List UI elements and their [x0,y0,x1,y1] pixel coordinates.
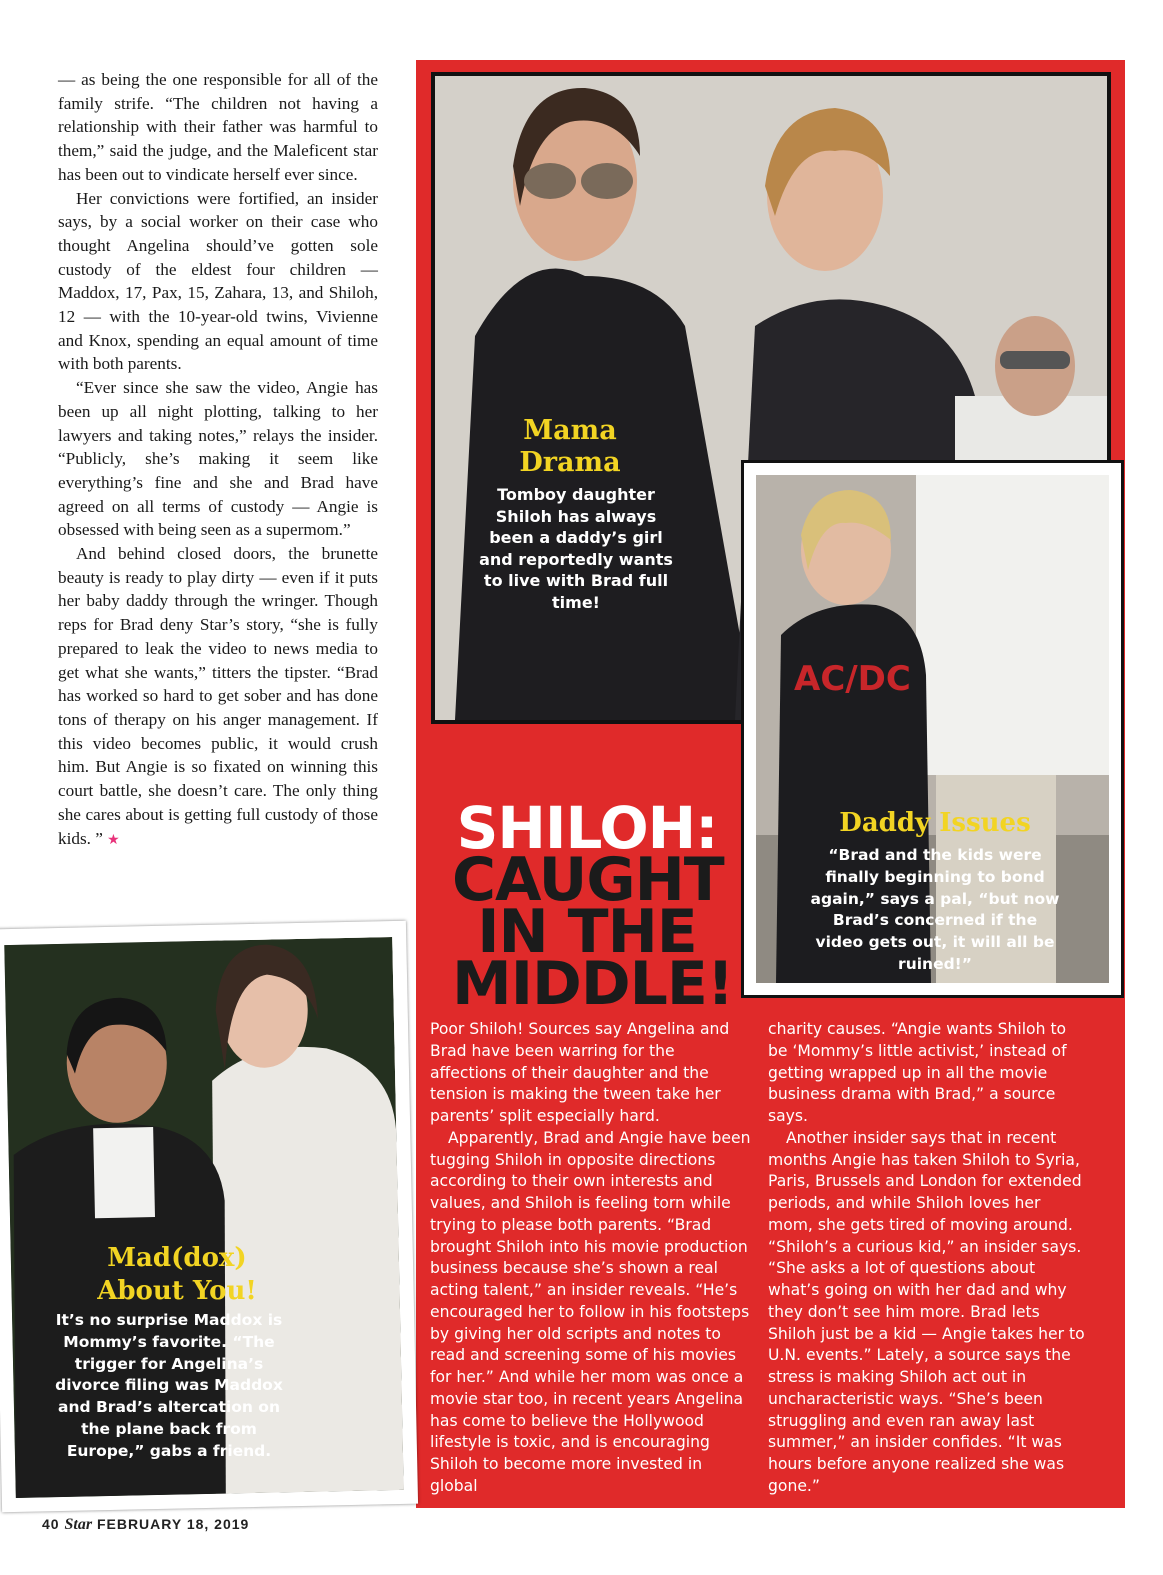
red-body-column-1 [430,1019,752,1498]
left-paragraph-4-text: And behind closed doors, the brunette beauty is ready to play dirty — even if it puts her baby daddy through the wringer. Though reps for Brad deny Star’s story, “she is fully prepared to leak the video to news media to get what she wants,” titters the tipster. “Brad has worked so hard to get sober and has done tons of therapy on his anger management. If this video becomes public, it would crush him. But Angie is so fixated on winning this court battle, she doesn’t care. The only thing she cares about is getting full custody of those kids. ” [58,544,378,848]
mama-drama-caption: Tomboy daughter Shiloh has always been a daddy’s girl and reportedly wants to live with Brad full time! [479,485,673,612]
magazine-name: Star [64,1516,93,1533]
issue-date: FEBRUARY 18, 2019 [96,1516,250,1532]
red-col1-paragraph-2: Apparently, Brad and Angie have been tugging Shiloh in opposite directions according to their own interests and values, and Shiloh is feeling torn while trying to please both parents. “Brad brought Shiloh into his movie production business because she’s shown a real acting talent,” an insider reveals. “He’s encouraged her to follow in his footsteps by giving her old scripts and notes to read and screening some of his movies for her.” And while her mom was once a movie star too, in recent years Angelina has come to believe the Hollywood lifestyle is toxic, and is encouraging Shiloh to become more invested in global [430,1128,751,1495]
red-col2-paragraph-1: charity causes. “Angie wants Shiloh to be ‘Mommy’s little activist,’ instead of getting wrapped up in all the movie business drama with Brad,” a source says. [768,1020,1067,1125]
left-paragraph-1: — as being the one responsible for all of the family strife. “The children not having a relationship with their father was harmful to them,” said the judge, and the Maleficent star has been out to vindicate herself ever since. [58,70,378,184]
left-paragraph-2: Her convictions were fortified, an insider says, by a social worker on their case who thought Angelina should’ve gotten sole custody of the eldest four children — Maddox, 17, Pax, 15, Zahara, 13, and Shiloh, 12 — with the 10-year-old twins, Vivienne and Knox, spending an equal amount of time with both parents. [58,188,378,374]
maddox-title-line1: Mad(dox) [107,1243,247,1273]
maddox-title [72,1242,282,1308]
page-number: 40 [42,1516,60,1532]
acdc-shirt-text: AC/DC [794,659,911,699]
mama-drama-title [470,415,670,479]
feature-headline [452,794,734,1019]
mama-title-line1: Mama [523,415,617,446]
left-paragraph-4 [58,542,378,852]
page-footer [42,1516,249,1534]
daddy-issues-title: Daddy Issues [839,808,1031,838]
daddy-issues-caption: “Brad and the kids were finally beginning to bond again,” says a pal, “but now Brad’s concerned if the video gets out, it will all be ruined!” [810,846,1060,973]
left-paragraph-3: “Ever since she saw the video, Angie has been up all night plotting, talking to her lawyers and taking notes,” relays the insider. “Publicly, she’s making it seem like everything’s fine and she and Brad have agreed on all terms of custody — Angie is obsessed with being seen as a supermom.” [58,378,378,540]
headline-line2: CAUGHT [452,845,724,915]
mama-title-line2: Drama [519,447,621,478]
end-star-icon: ★ [107,832,120,848]
headline-line1: SHILOH: [456,794,718,862]
headline-line3: IN THE [477,897,697,967]
headline-line4: MIDDLE! [452,949,734,1019]
maddox-caption: It’s no surprise Maddox is Mommy’s favorite. “The trigger for Angelina’s divorce filing was Maddox and Brad’s altercation on the plane back from Europe,” gabs a friend. [55,1311,283,1460]
maddox-title-line2: About You! [97,1276,257,1306]
red-body-column-2 [768,1019,1090,1498]
red-col1-paragraph-1: Poor Shiloh! Sources say Angelina and Brad have been warring for the affections of their daughter and the tension is making the tween take her parents’ split especially hard. [430,1020,730,1125]
left-article-column [58,68,378,852]
red-col2-paragraph-2: Another insider says that in recent months Angie has taken Shiloh to Syria, Paris, Brussels and London for extended periods, and while Shiloh loves her mom, she gets tired of moving around. “Shiloh’s a curious kid,” an insider says. “She asks a lot of questions about what’s going on with her dad and why they don’t see him more. Brad lets Shiloh just be a kid — Angie takes her to U.N. events.” Lately, a source says the stress is making Shiloh act out in uncharacteristic ways. “She’s been struggling and even ran away last summer,” an insider confides. “It was hours before anyone realized she was gone.” [768,1128,1085,1495]
